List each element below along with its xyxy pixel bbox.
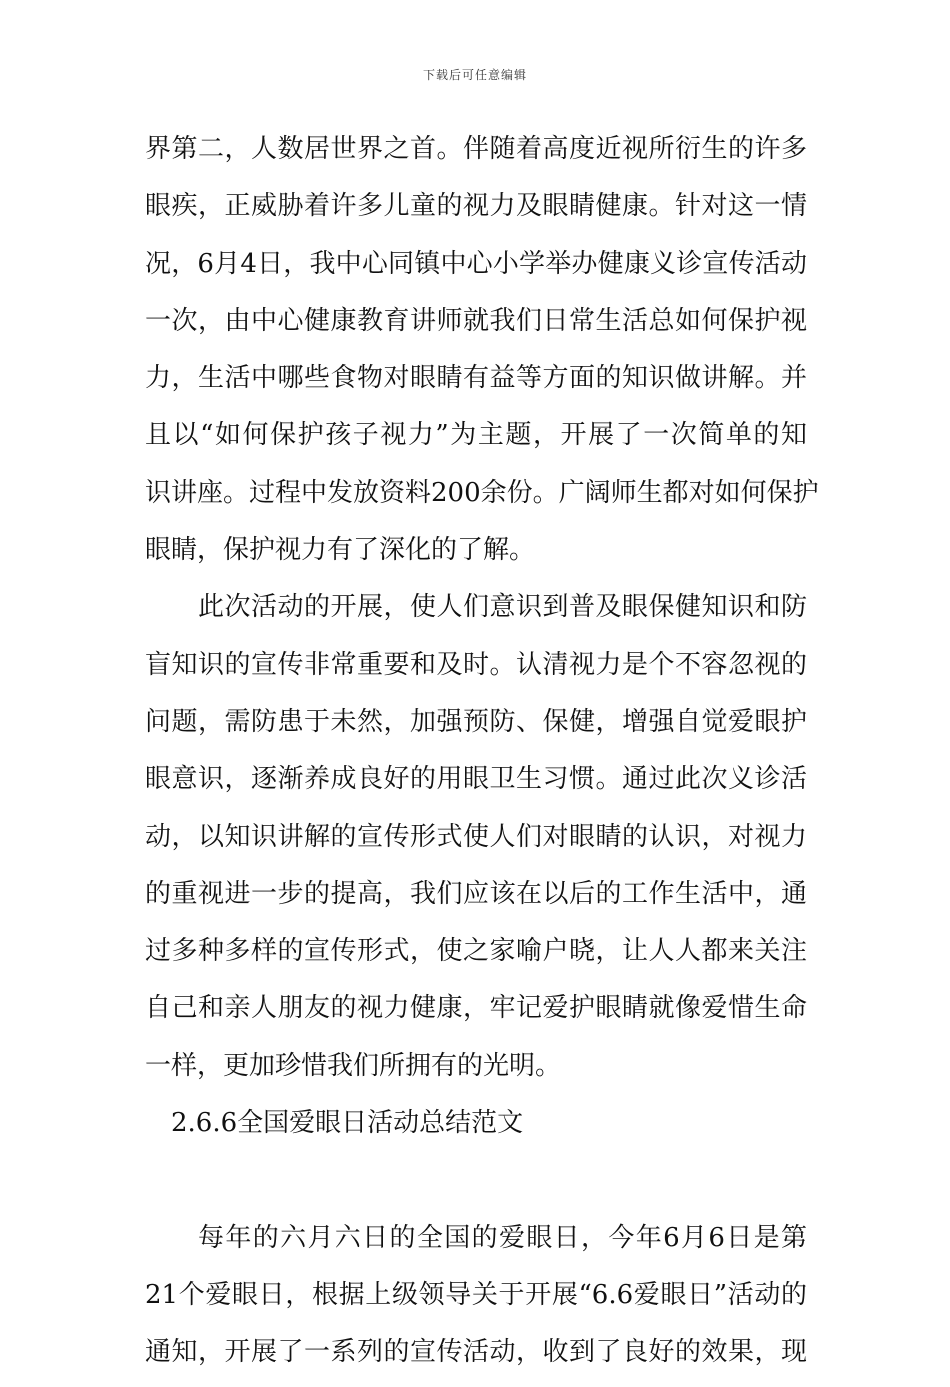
text-line: 过多种多样的宣传形式，使之家喻户晓，让人人都来关注	[145, 936, 807, 967]
text-line: 眼疾，正威胁着许多儿童的视力及眼睛健康。针对这一情	[145, 191, 807, 222]
text-line: 眼意识，逐渐养成良好的用眼卫生习惯。通过此次义诊活	[145, 764, 807, 795]
text-line: 盲知识的宣传非常重要和及时。认清视力是个不容忽视的	[145, 649, 807, 680]
text-line: 眼睛，保护视力有了深化的了解。	[145, 535, 536, 566]
text-line: 的重视进一步的提高，我们应该在以后的工作生活中，通	[145, 878, 807, 909]
document-body	[145, 126, 819, 1387]
text-line: 此次活动的开展，使人们意识到普及眼保健知识和防	[198, 592, 807, 623]
paragraph-1	[145, 126, 819, 584]
text-line: 且以“如何保护孩子视力”为主题，开展了一次简单的知	[145, 420, 807, 451]
text-line: 21个爱眼日，根据上级领导关于开展“6.6爱眼日”活动的	[145, 1279, 807, 1310]
page-header: 下载后可任意编辑	[422, 68, 527, 82]
paragraph-2	[145, 584, 807, 1100]
text-line: 问题，需防患于未然，加强预防、保健，增强自觉爱眼护	[145, 706, 807, 737]
text-line: 力，生活中哪些食物对眼睛有益等方面的知识做讲解。并	[145, 363, 807, 394]
text-line: 一次，由中心健康教育讲师就我们日常生活总如何保护视	[145, 305, 807, 336]
text-line: 识讲座。过程中发放资料200余份。广阔师生都对如何保护	[145, 477, 819, 508]
text-line: 每年的六月六日的全国的爱眼日，今年6月6日是第	[198, 1222, 807, 1253]
section-heading: 2.6.6全国爱眼日活动总结范文	[171, 1108, 524, 1139]
text-line: 一样，更加珍惜我们所拥有的光明。	[145, 1050, 562, 1081]
text-line: 动，以知识讲解的宣传形式使人们对眼睛的认识，对视力	[145, 821, 807, 852]
text-line: 界第二，人数居世界之首。伴随着高度近视所衍生的许多	[145, 134, 807, 164]
text-line: 况，6月4日，我中心同镇中心小学举办健康义诊宣传活动	[145, 248, 807, 279]
blank-line	[145, 1157, 807, 1214]
paragraph-3	[145, 1215, 807, 1387]
text-line: 通知，开展了一系列的宣传活动，收到了良好的效果，现	[145, 1337, 807, 1368]
text-line: 自己和亲人朋友的视力健康，牢记爱护眼睛就像爱惜生命	[145, 993, 807, 1024]
